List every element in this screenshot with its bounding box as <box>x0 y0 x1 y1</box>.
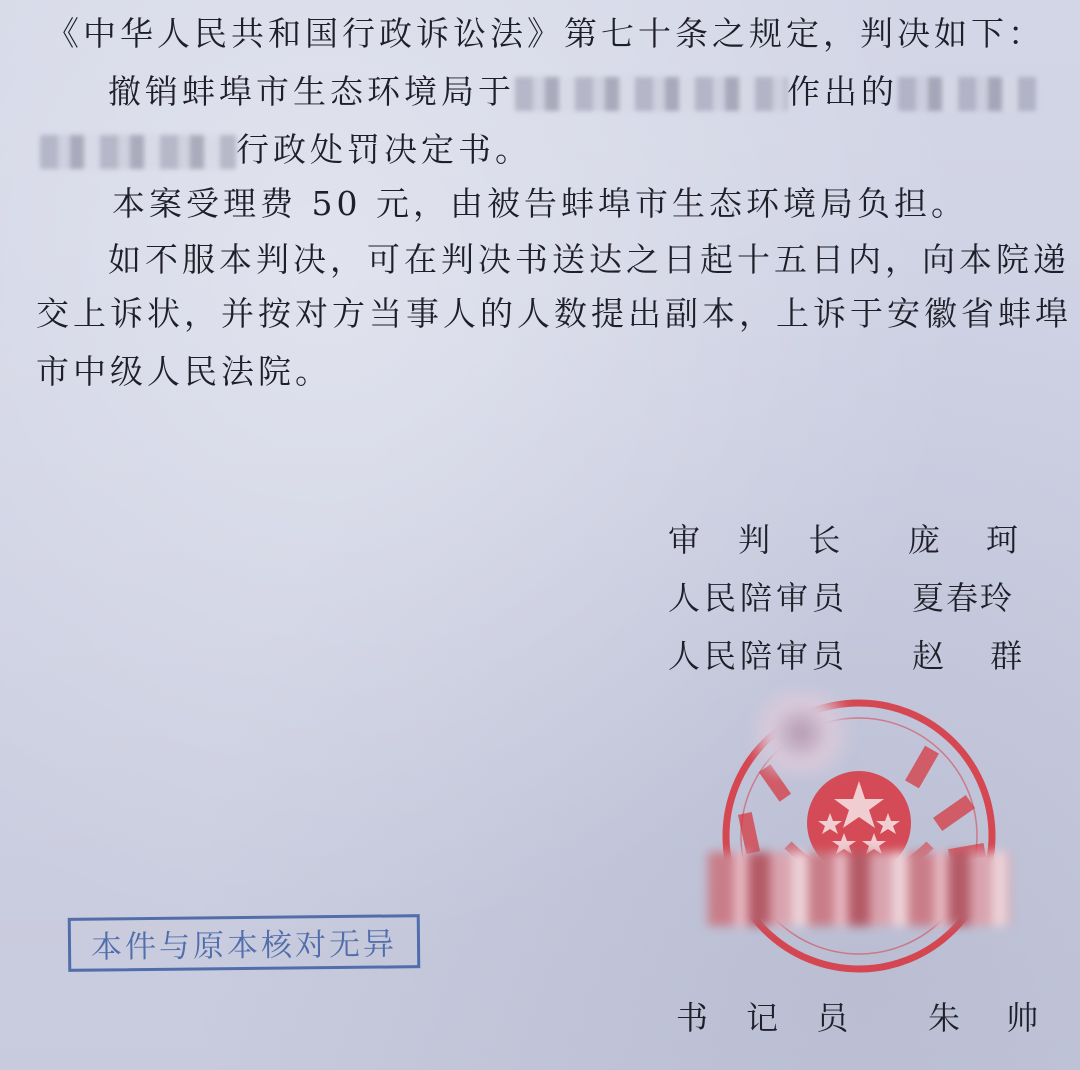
signature-name: 夏春玲 <box>912 579 1015 617</box>
body-line-3-text: 行政处罚决定书。 <box>236 130 532 169</box>
body-line-1: 《中华人民共和国行政诉讼法》第七十条之规定，判决如下： <box>46 14 1045 53</box>
redacted-seal-date <box>708 852 1010 926</box>
signature-title: 人民陪审员 <box>668 637 849 675</box>
body-line-2 <box>108 72 1036 112</box>
redacted-date <box>515 77 787 111</box>
signature-name: 朱 帅 <box>928 999 1057 1037</box>
body-line-6: 交上诉状，并按对方当事人的人数提出副本，上诉于安徽省蚌埠 <box>36 294 1072 333</box>
signature-name: 赵 群 <box>912 637 1041 675</box>
redacted-case-number <box>40 135 236 169</box>
body-line-7: 市中级人民法院。 <box>36 352 332 391</box>
certified-copy-stamp: 本件与原本核对无异 <box>68 914 421 972</box>
signature-title: 书 记 员 <box>676 999 863 1037</box>
body-line-4: 本案受理费 50 元，由被告蚌埠市生态环境局负担。 <box>112 184 968 223</box>
redacted-seal-top <box>752 690 860 776</box>
redacted-document-number <box>898 77 1036 111</box>
body-line-3 <box>40 130 532 170</box>
signature-presiding-judge <box>668 520 1037 560</box>
signature-title: 人民陪审员 <box>668 579 849 617</box>
signature-juror-2 <box>668 636 1041 676</box>
body-line-5: 如不服本判决，可在判决书送达之日起十五日内，向本院递 <box>108 240 1070 279</box>
signature-name: 庞 珂 <box>908 521 1037 559</box>
body-line-2-text-b: 作出的 <box>787 72 898 111</box>
body-line-2-text-a: 撤销蚌埠市生态环境局于 <box>108 72 515 111</box>
signature-clerk <box>676 998 1056 1038</box>
signature-title: 审 判 长 <box>668 521 855 559</box>
signature-juror-1 <box>668 578 1028 618</box>
